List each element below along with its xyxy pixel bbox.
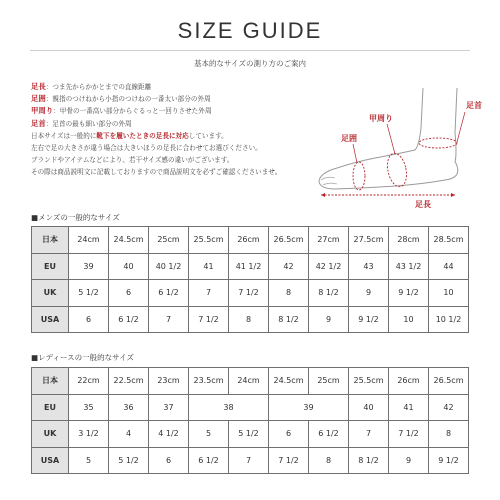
size-cell: 7 bbox=[229, 447, 269, 474]
size-cell: 8 1/2 bbox=[269, 306, 309, 333]
size-cell: 8 bbox=[269, 280, 309, 307]
size-cell: 6 bbox=[269, 421, 309, 448]
size-cell: 7 bbox=[349, 421, 389, 448]
measurement-guide bbox=[31, 81, 331, 179]
size-cell: 5 1/2 bbox=[69, 280, 109, 307]
size-cell: 10 bbox=[389, 306, 429, 333]
label-foot-length: 足長 bbox=[415, 200, 431, 209]
size-cell: 25cm bbox=[309, 368, 349, 395]
mens-size-table bbox=[31, 226, 469, 333]
size-cell: 22.5cm bbox=[109, 368, 149, 395]
table-row bbox=[32, 368, 469, 395]
size-cell: 8 bbox=[309, 447, 349, 474]
size-cell: 9 bbox=[389, 447, 429, 474]
size-cell: 27cm bbox=[309, 227, 349, 254]
guide-foot-width: 足囲：親指のつけねから小指のつけねの一番太い部分の外周 bbox=[31, 94, 211, 104]
size-cell: 22cm bbox=[69, 368, 109, 395]
row-header-cell: USA bbox=[32, 447, 69, 474]
size-cell: 25.5cm bbox=[349, 368, 389, 395]
size-cell: 24.5cm bbox=[109, 227, 149, 254]
size-cell: 5 bbox=[69, 447, 109, 474]
size-cell: 8 1/2 bbox=[309, 280, 349, 307]
page-subtitle: 基本的なサイズの測り方のご案内 bbox=[194, 59, 306, 68]
row-header-cell: 日本 bbox=[32, 368, 69, 395]
table-row bbox=[32, 447, 469, 474]
size-cell: 9 bbox=[309, 306, 349, 333]
ladies-section-label: ■レディースの一般的なサイズ bbox=[31, 353, 135, 362]
page-title: SIZE GUIDE bbox=[177, 18, 323, 43]
size-cell: 26.5cm bbox=[269, 227, 309, 254]
size-cell: 6 1/2 bbox=[309, 421, 349, 448]
size-cell: 7 bbox=[149, 306, 189, 333]
size-cell: 6 1/2 bbox=[149, 280, 189, 307]
size-cell: 40 bbox=[349, 394, 389, 421]
size-cell: 10 bbox=[429, 280, 469, 307]
size-cell: 8 bbox=[229, 306, 269, 333]
row-header-cell: UK bbox=[32, 280, 69, 307]
size-cell: 9 1/2 bbox=[429, 447, 469, 474]
size-cell: 42 bbox=[269, 253, 309, 280]
size-cell: 42 1/2 bbox=[309, 253, 349, 280]
size-cell: 6 bbox=[149, 447, 189, 474]
table-row bbox=[32, 227, 469, 254]
guide-note-brand: ブランドやアイテムなどにより、若干サイズ感の違いがございます。 bbox=[31, 156, 234, 165]
size-cell: 7 1/2 bbox=[229, 280, 269, 307]
size-cell: 5 bbox=[189, 421, 229, 448]
size-cell: 40 1/2 bbox=[149, 253, 189, 280]
foot-diagram bbox=[305, 88, 480, 208]
label-instep: 甲周り bbox=[369, 114, 393, 123]
size-cell: 41 1/2 bbox=[229, 253, 269, 280]
size-cell: 6 bbox=[109, 280, 149, 307]
size-cell: 6 1/2 bbox=[109, 306, 149, 333]
guide-ankle: 足首：足首の最も細い部分の外周 bbox=[31, 118, 132, 128]
title-divider bbox=[30, 50, 470, 51]
size-cell: 24cm bbox=[69, 227, 109, 254]
size-cell: 36 bbox=[109, 394, 149, 421]
size-cell: 7 1/2 bbox=[189, 306, 229, 333]
size-cell: 6 1/2 bbox=[189, 447, 229, 474]
size-cell: 3 1/2 bbox=[69, 421, 109, 448]
size-cell: 7 1/2 bbox=[269, 447, 309, 474]
guide-foot-length: 足長：つま先からかかとまでの直線距離 bbox=[31, 82, 152, 91]
size-cell: 43 1/2 bbox=[389, 253, 429, 280]
size-cell: 9 bbox=[349, 280, 389, 307]
guide-note-sock: 日本サイズは一般的に靴下を履いたときの足長に対応しています。 bbox=[31, 131, 228, 140]
size-cell: 39 bbox=[269, 394, 349, 421]
size-cell: 23cm bbox=[149, 368, 189, 395]
table-row bbox=[32, 306, 469, 333]
table-row bbox=[32, 421, 469, 448]
size-cell: 4 1/2 bbox=[149, 421, 189, 448]
size-cell: 26cm bbox=[229, 227, 269, 254]
row-header-cell: 日本 bbox=[32, 227, 69, 254]
label-foot-width: 足囲 bbox=[341, 134, 357, 143]
size-cell: 9 1/2 bbox=[389, 280, 429, 307]
size-cell: 27.5cm bbox=[349, 227, 389, 254]
size-cell: 41 bbox=[389, 394, 429, 421]
row-header-cell: UK bbox=[32, 421, 69, 448]
size-cell: 35 bbox=[69, 394, 109, 421]
size-cell: 28cm bbox=[389, 227, 429, 254]
guide-note-description: その際は商品説明文に記載しておりますので商品説明文を必ずご確認くださいませ。 bbox=[31, 168, 282, 177]
size-cell: 6 bbox=[69, 306, 109, 333]
size-cell: 39 bbox=[69, 253, 109, 280]
table-row bbox=[32, 394, 469, 421]
size-cell: 7 1/2 bbox=[389, 421, 429, 448]
size-cell: 44 bbox=[429, 253, 469, 280]
row-header-cell: EU bbox=[32, 394, 69, 421]
size-cell: 9 1/2 bbox=[349, 306, 389, 333]
row-header-cell: EU bbox=[32, 253, 69, 280]
mens-section-label: ■メンズの一般的なサイズ bbox=[31, 213, 120, 222]
size-cell: 43 bbox=[349, 253, 389, 280]
label-ankle: 足首 bbox=[466, 101, 482, 110]
size-cell: 10 1/2 bbox=[429, 306, 469, 333]
size-cell: 5 1/2 bbox=[109, 447, 149, 474]
size-cell: 25cm bbox=[149, 227, 189, 254]
size-cell: 24cm bbox=[229, 368, 269, 395]
size-cell: 26.5cm bbox=[429, 368, 469, 395]
size-cell: 41 bbox=[189, 253, 229, 280]
size-cell: 42 bbox=[429, 394, 469, 421]
size-cell: 28.5cm bbox=[429, 227, 469, 254]
row-header-cell: USA bbox=[32, 306, 69, 333]
size-cell: 24.5cm bbox=[269, 368, 309, 395]
size-cell: 37 bbox=[149, 394, 189, 421]
size-cell: 40 bbox=[109, 253, 149, 280]
guide-note-left-right: 左右で足の大きさが違う場合は大きいほうの足長に合わせてお選びください。 bbox=[31, 144, 262, 153]
size-cell: 8 bbox=[429, 421, 469, 448]
size-cell: 8 1/2 bbox=[349, 447, 389, 474]
ladies-size-table bbox=[31, 367, 469, 474]
table-row bbox=[32, 280, 469, 307]
size-cell: 7 bbox=[189, 280, 229, 307]
table-row bbox=[32, 253, 469, 280]
size-cell: 26cm bbox=[389, 368, 429, 395]
size-cell: 4 bbox=[109, 421, 149, 448]
size-cell: 23.5cm bbox=[189, 368, 229, 395]
size-cell: 25.5cm bbox=[189, 227, 229, 254]
guide-instep: 甲周り：甲骨の一番高い部分からぐるっと一回りさせた外周 bbox=[31, 106, 212, 116]
size-cell: 5 1/2 bbox=[229, 421, 269, 448]
foot-illustration bbox=[305, 88, 480, 208]
size-cell: 38 bbox=[189, 394, 269, 421]
